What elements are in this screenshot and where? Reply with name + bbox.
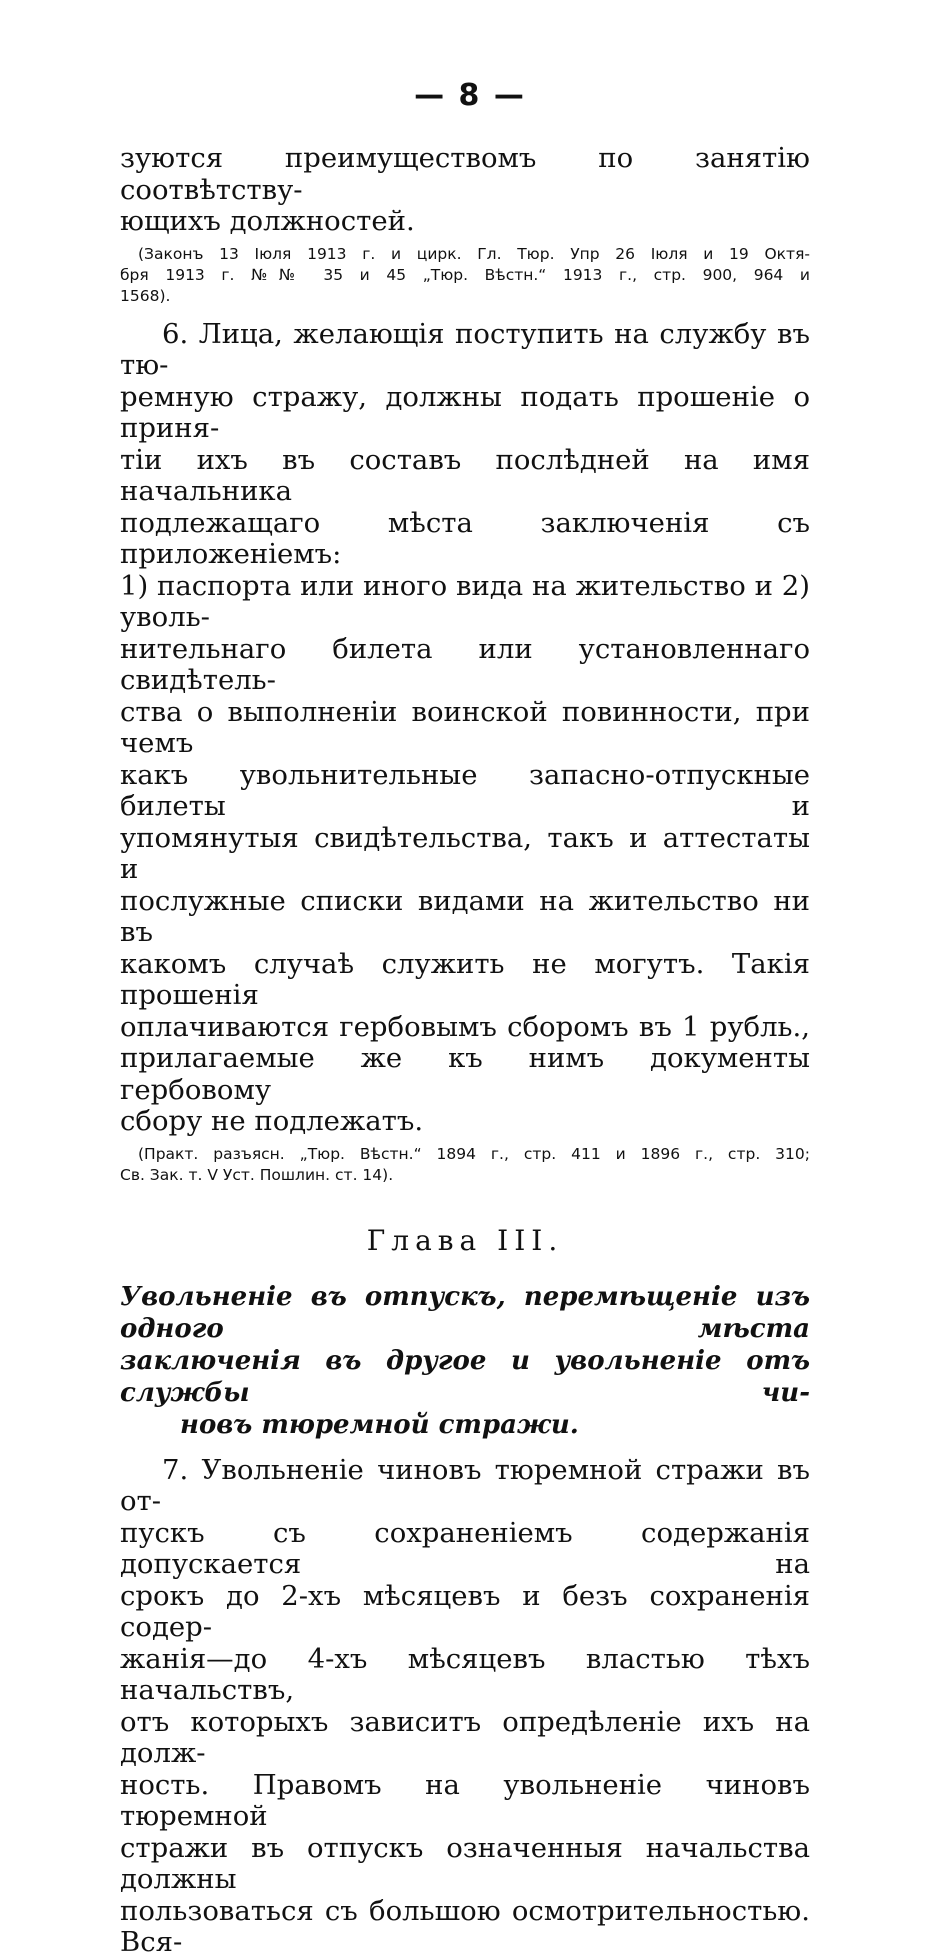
document-page <box>120 78 810 1959</box>
text-line: пользоваться съ большою осмотрительностью. Вся- <box>120 1894 810 1958</box>
text-line: ства о выполненiи воинской повинности, при чемъ <box>120 695 810 759</box>
text-line: подлежащаго мѣста заключенiя съ приложенiемъ: <box>120 506 810 570</box>
text-line: оплачиваются гербовымъ сборомъ въ 1 рубль., <box>120 1010 810 1043</box>
paragraph-6 <box>120 319 810 1138</box>
text-line: 7. Увольненiе чиновъ тюремной стражи въ от- <box>120 1453 810 1517</box>
legal-reference-2 <box>120 1144 810 1186</box>
text-line: ющихъ должностей. <box>120 205 415 237</box>
paragraph-7 <box>120 1455 810 1959</box>
text-line: прилагаемые же къ нимъ документы гербовому <box>120 1042 810 1106</box>
text-line: зуются преимуществомъ по занятiю соотвѣтству- <box>120 142 810 206</box>
reference-line: бря 1913 г. №№ 35 и 45 „Тюр. Вѣстн.“ 1913 г., стр. 900, 964 и <box>120 265 810 284</box>
legal-reference-1 <box>120 244 810 307</box>
subtitle-line: Увольненiе въ отпускъ, перемѣщенiе изъ одного мѣста <box>120 1281 810 1344</box>
text-line: какъ увольнительные запасно-отпускные билеты и <box>120 758 810 822</box>
reference-line: (Практ. разъясн. „Тюр. Вѣстн.“ 1894 г., стр. 411 и 1896 г., стр. 310; <box>138 1144 810 1163</box>
text-line: послужные списки видами на жительство ни въ <box>120 884 810 948</box>
reference-line: 1568). <box>120 286 171 305</box>
text-line: пускъ съ сохраненiемъ содержанiя допускается на <box>120 1516 810 1580</box>
reference-line: Св. Зак. т. V Уст. Пошлин. ст. 14). <box>120 1165 394 1184</box>
chapter-subtitle <box>120 1281 810 1441</box>
text-line: нительнаго билета или установленнаго свидѣтель- <box>120 632 810 696</box>
text-line: упомянутыя свидѣтельства, такъ и аттестаты и <box>120 821 810 885</box>
text-line: сбору не подлежатъ. <box>120 1105 424 1137</box>
text-line: стражи въ отпускъ означенныя начальства должны <box>120 1831 810 1895</box>
text-line: срокъ до 2-хъ мѣсяцевъ и безъ сохраненiя содер- <box>120 1579 810 1643</box>
text-line: какомъ случаѣ служить не могутъ. Такiя прошенiя <box>120 947 810 1011</box>
text-line: тiи ихъ въ составъ послѣдней на имя начальника <box>120 443 810 507</box>
text-line: 6. Лица, желающiя поступить на службу въ тю- <box>120 317 810 381</box>
text-line: жанiя—до 4-хъ мѣсяцевъ властью тѣхъ начальствъ, <box>120 1642 810 1706</box>
subtitle-line: заключенiя въ другое и увольненiе отъ службы чи- <box>120 1345 810 1408</box>
text-line: ность. Правомъ на увольненiе чиновъ тюремной <box>120 1768 810 1832</box>
paragraph-continued <box>120 143 810 238</box>
text-line: ремную стражу, должны подать прошенiе о приня- <box>120 380 810 444</box>
page-number: — 8 — <box>414 78 526 113</box>
chapter-title: Глава III. <box>366 1223 564 1257</box>
reference-line: (Законъ 13 Iюля 1913 г. и цирк. Гл. Тюр. Упр 26 Iюля и 19 Октя- <box>138 244 810 263</box>
text-line: 1) паспорта или иного вида на жительство и 2) уволь- <box>120 569 810 633</box>
subtitle-line: новъ тюремной стражи. <box>180 1409 579 1440</box>
text-line: отъ которыхъ зависитъ опредѣленiе ихъ на долж- <box>120 1705 810 1769</box>
